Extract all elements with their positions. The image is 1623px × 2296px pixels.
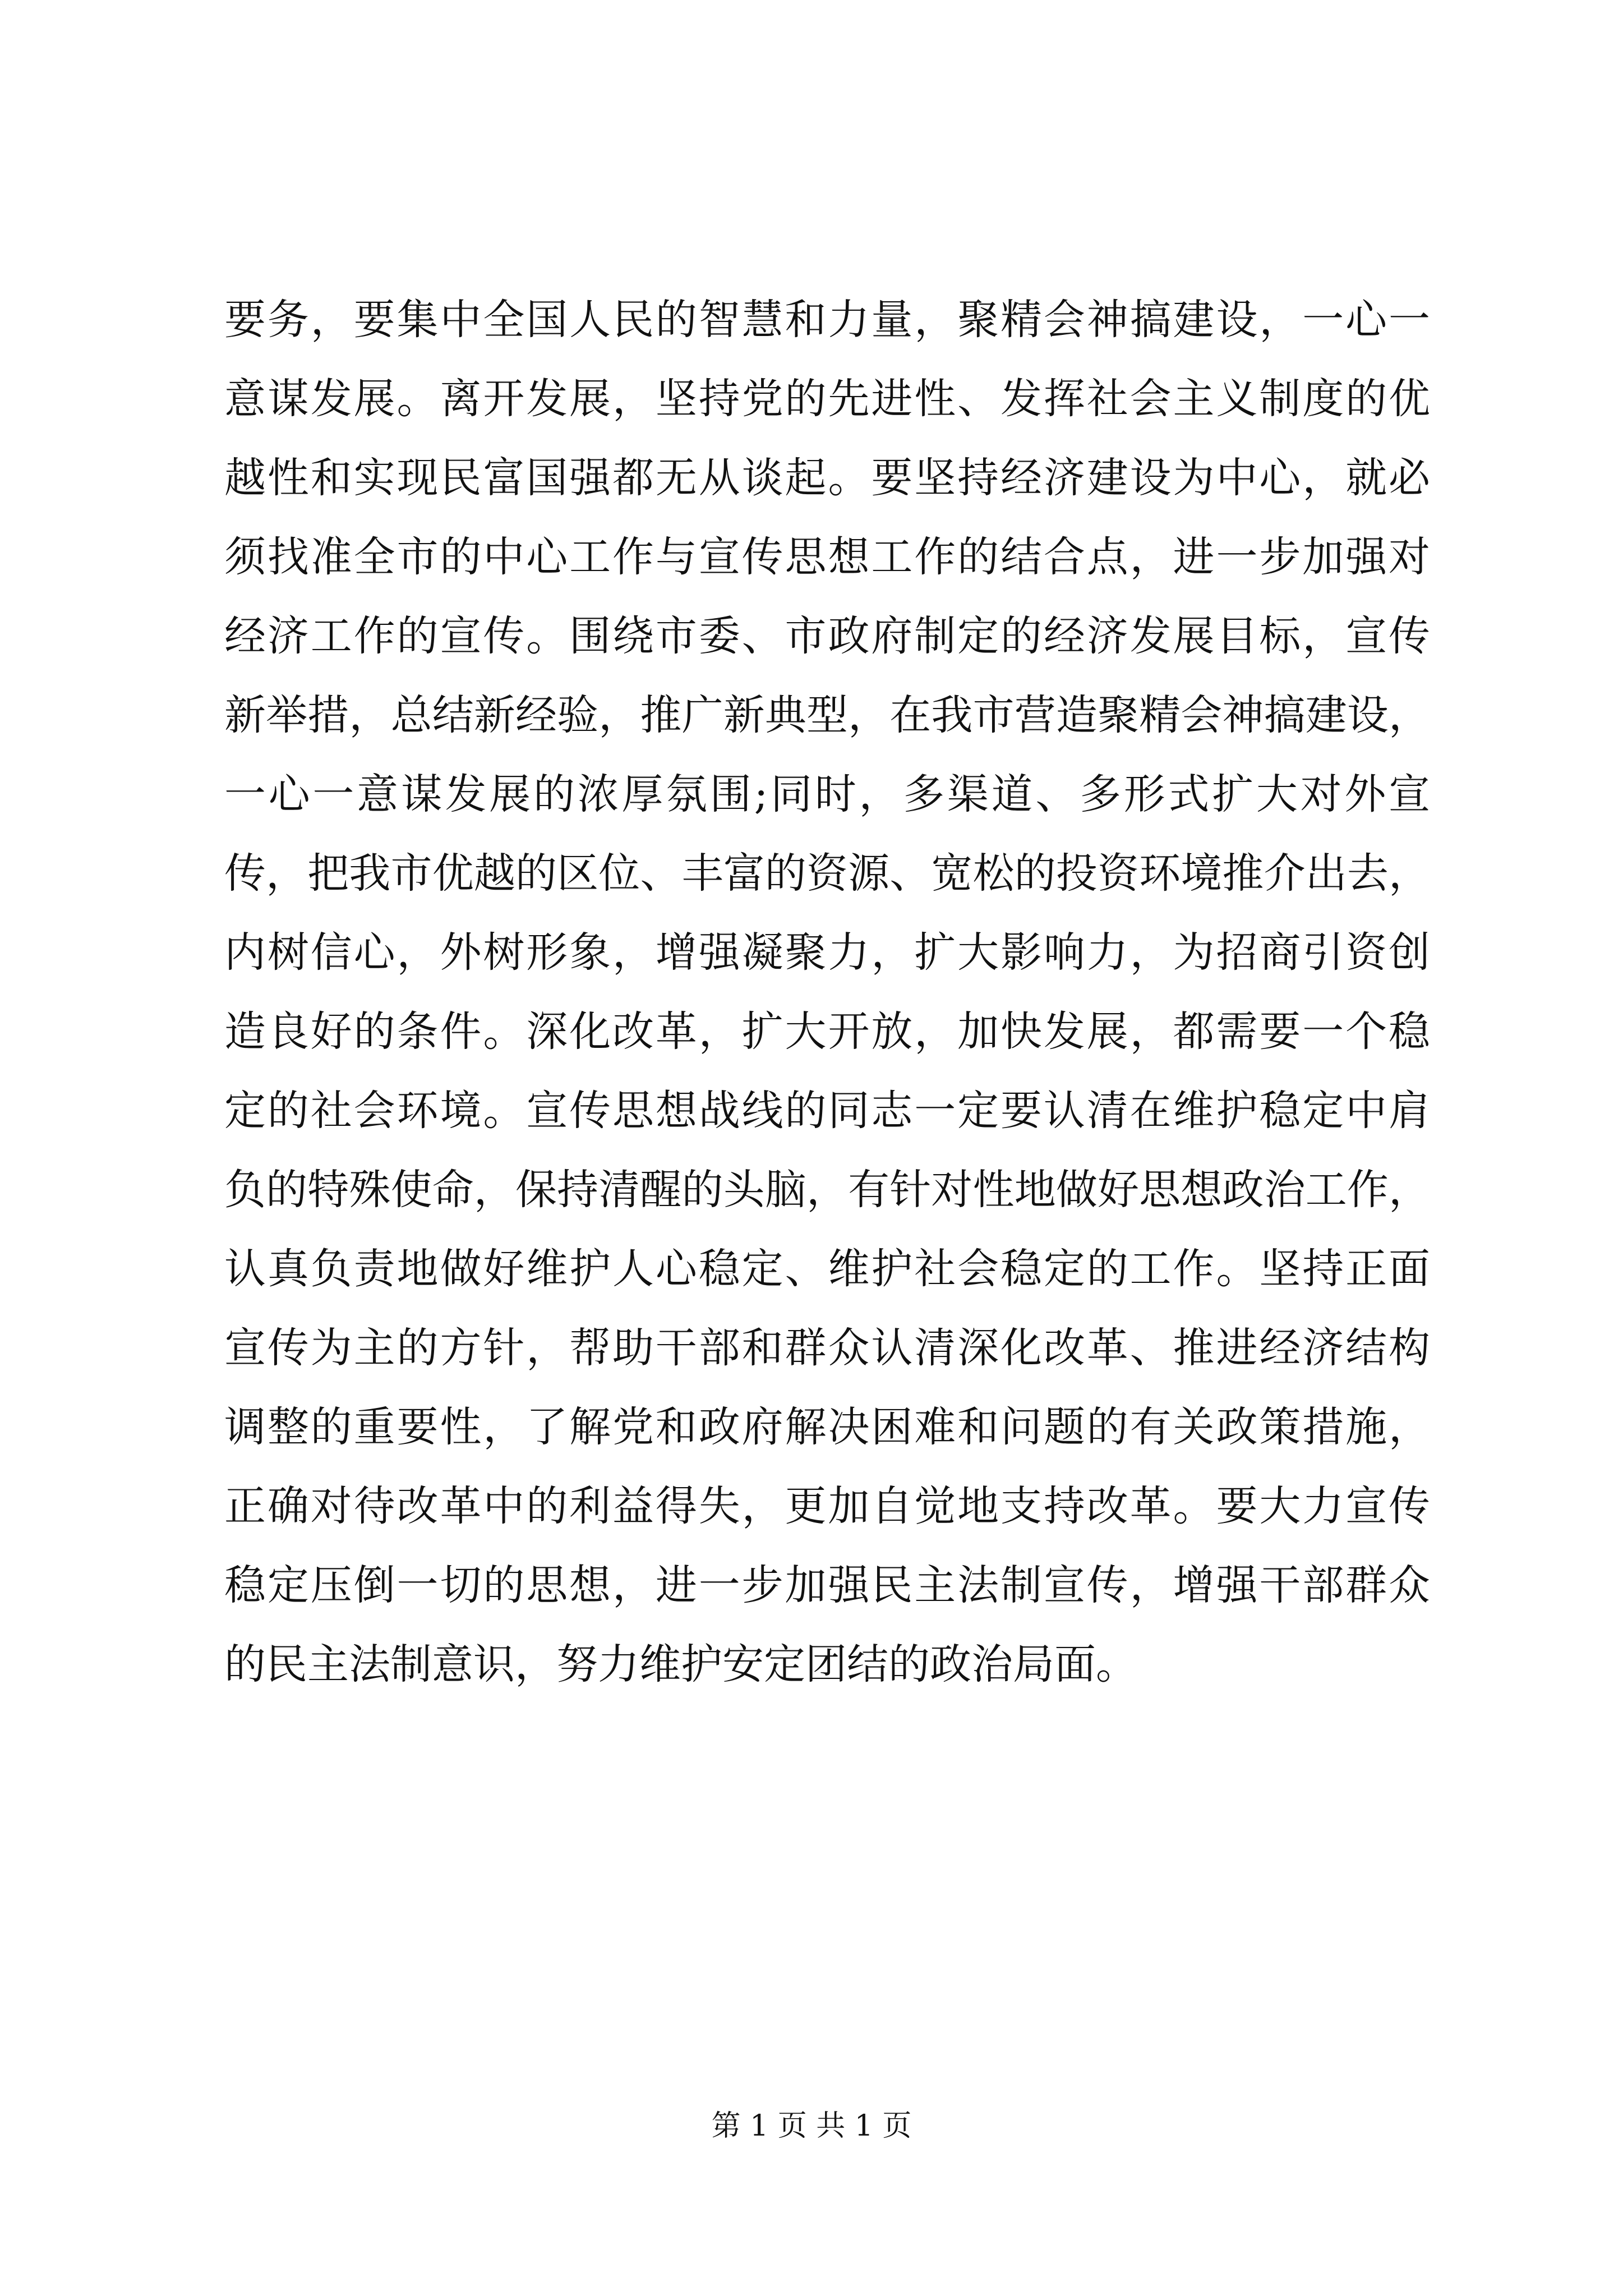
text-line-15: 调整的重要性，了解党和政府解决困难和问题的有关政策措施， (224, 1403, 1430, 1451)
text-line-2: 意谋发展。离开发展，坚持党的先进性、发挥社会主义制度的优 (224, 375, 1430, 423)
text-line-7: 一心一意谋发展的浓厚氛围;同时，多渠道、多形式扩大对外宣 (224, 770, 1430, 818)
text-line-14: 宣传为主的方针，帮助干部和群众认清深化改革、推进经济结构 (224, 1324, 1430, 1372)
text-line-12: 负的特殊使命，保持清醒的头脑，有针对性地做好思想政治工作， (224, 1166, 1430, 1214)
text-line-13: 认真负责地做好维护人心稳定、维护社会稳定的工作。坚持正面 (224, 1245, 1430, 1293)
text-line-4: 须找准全市的中心工作与宣传思想工作的结合点，进一步加强对 (224, 533, 1430, 581)
text-line-5: 经济工作的宣传。围绕市委、市政府制定的经济发展目标，宣传 (224, 612, 1430, 660)
page-footer: 第 1 页 共 1 页 (711, 2109, 912, 2143)
text-line-18: 的民主法制意识，努力维护安定团结的政治局面。 (224, 1640, 1137, 1688)
text-line-8: 传，把我市优越的区位、丰富的资源、宽松的投资环境推介出去， (224, 849, 1430, 898)
body-text (224, 280, 1430, 1704)
text-line-17: 稳定压倒一切的思想，进一步加强民主法制宣传，增强干部群众 (224, 1561, 1430, 1609)
text-line-3: 越性和实现民富国强都无从谈起。要坚持经济建设为中心，就必 (224, 454, 1430, 502)
text-line-1: 要务，要集中全国人民的智慧和力量，聚精会神搞建设，一心一 (224, 296, 1430, 344)
text-line-16: 正确对待改革中的利益得失，更加自觉地支持改革。要大力宣传 (224, 1482, 1430, 1530)
text-line-10: 造良好的条件。深化改革，扩大开放，加快发展，都需要一个稳 (224, 1007, 1430, 1056)
text-line-9: 内树信心，外树形象，增强凝聚力，扩大影响力，为招商引资创 (224, 928, 1430, 977)
text-line-11: 定的社会环境。宣传思想战线的同志一定要认清在维护稳定中肩 (224, 1087, 1430, 1135)
text-line-6: 新举措，总结新经验，推广新典型，在我市营造聚精会神搞建设， (224, 691, 1430, 739)
